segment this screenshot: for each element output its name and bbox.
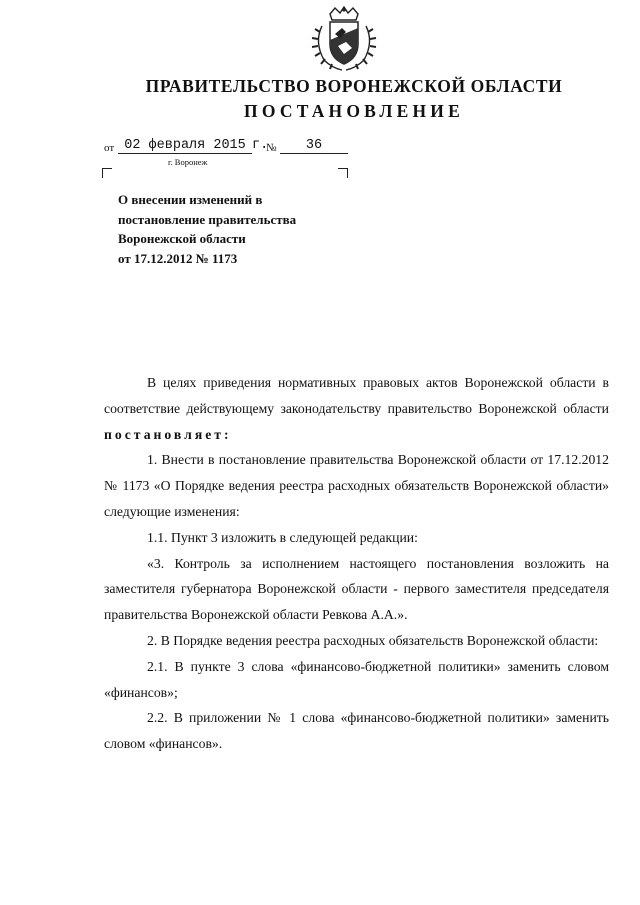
subject-corner-left (102, 168, 112, 178)
document-subject (118, 190, 378, 268)
subject-line: Воронежской области (118, 231, 246, 246)
clause-2: 2. В Порядке ведения реестра расходных обязательств Воронежской области: (147, 632, 599, 648)
year-suffix: г. (252, 138, 269, 153)
clause-1-1-text: «3. Контроль за исполнением настоящего постановления возложить на заместителя губернатора Воронежской области - первого заместителя председателя правительства Воронежской области Ревкова А.А.». (104, 555, 609, 623)
organization-name: ПРАВИТЕЛЬСТВО ВОРОНЕЖСКОЙ ОБЛАСТИ (145, 76, 563, 96)
date-prefix: от (104, 142, 115, 154)
city: г. Воронеж (168, 157, 208, 167)
document-date: 02 февраля 2015 (118, 139, 252, 154)
clause-2-1: 2.1. В пункте 3 слова «финансово-бюджетной политики» заменить словом «финансов»; (104, 658, 609, 700)
document-body (104, 370, 609, 757)
subject-corner-right (338, 168, 348, 178)
document-type: ПОСТАНОВЛЕНИЕ (244, 101, 464, 121)
clause-2-2: 2.2. В приложении № 1 слова «финансово-бюджетной политики» заменить словом «финансов». (104, 710, 609, 752)
document-number: 36 (280, 139, 348, 154)
subject-line: О внесении изменений в (118, 192, 263, 207)
resolves-word: постановляет: (104, 426, 232, 442)
coat-of-arms-icon (308, 6, 380, 72)
subject-line: от 17.12.2012 № 1173 (118, 250, 238, 266)
number-prefix: № (266, 142, 277, 154)
subject-line: постановление правительства (118, 211, 297, 227)
clause-1-1: 1.1. Пункт 3 изложить в следующей редакции: (147, 529, 418, 545)
preamble-paragraph (104, 370, 609, 447)
clause-1: 1. Внести в постановление правительства Воронежской области от 17.12.2012 № 1173 «О Порядке ведения реестра расходных обязательств Воронежской области» следующие изменения: (104, 452, 609, 519)
preamble-text: В целях приведения нормативных правовых актов Воронежской области в соответствие действующему законодательству правительство Воронежской области (104, 375, 609, 416)
